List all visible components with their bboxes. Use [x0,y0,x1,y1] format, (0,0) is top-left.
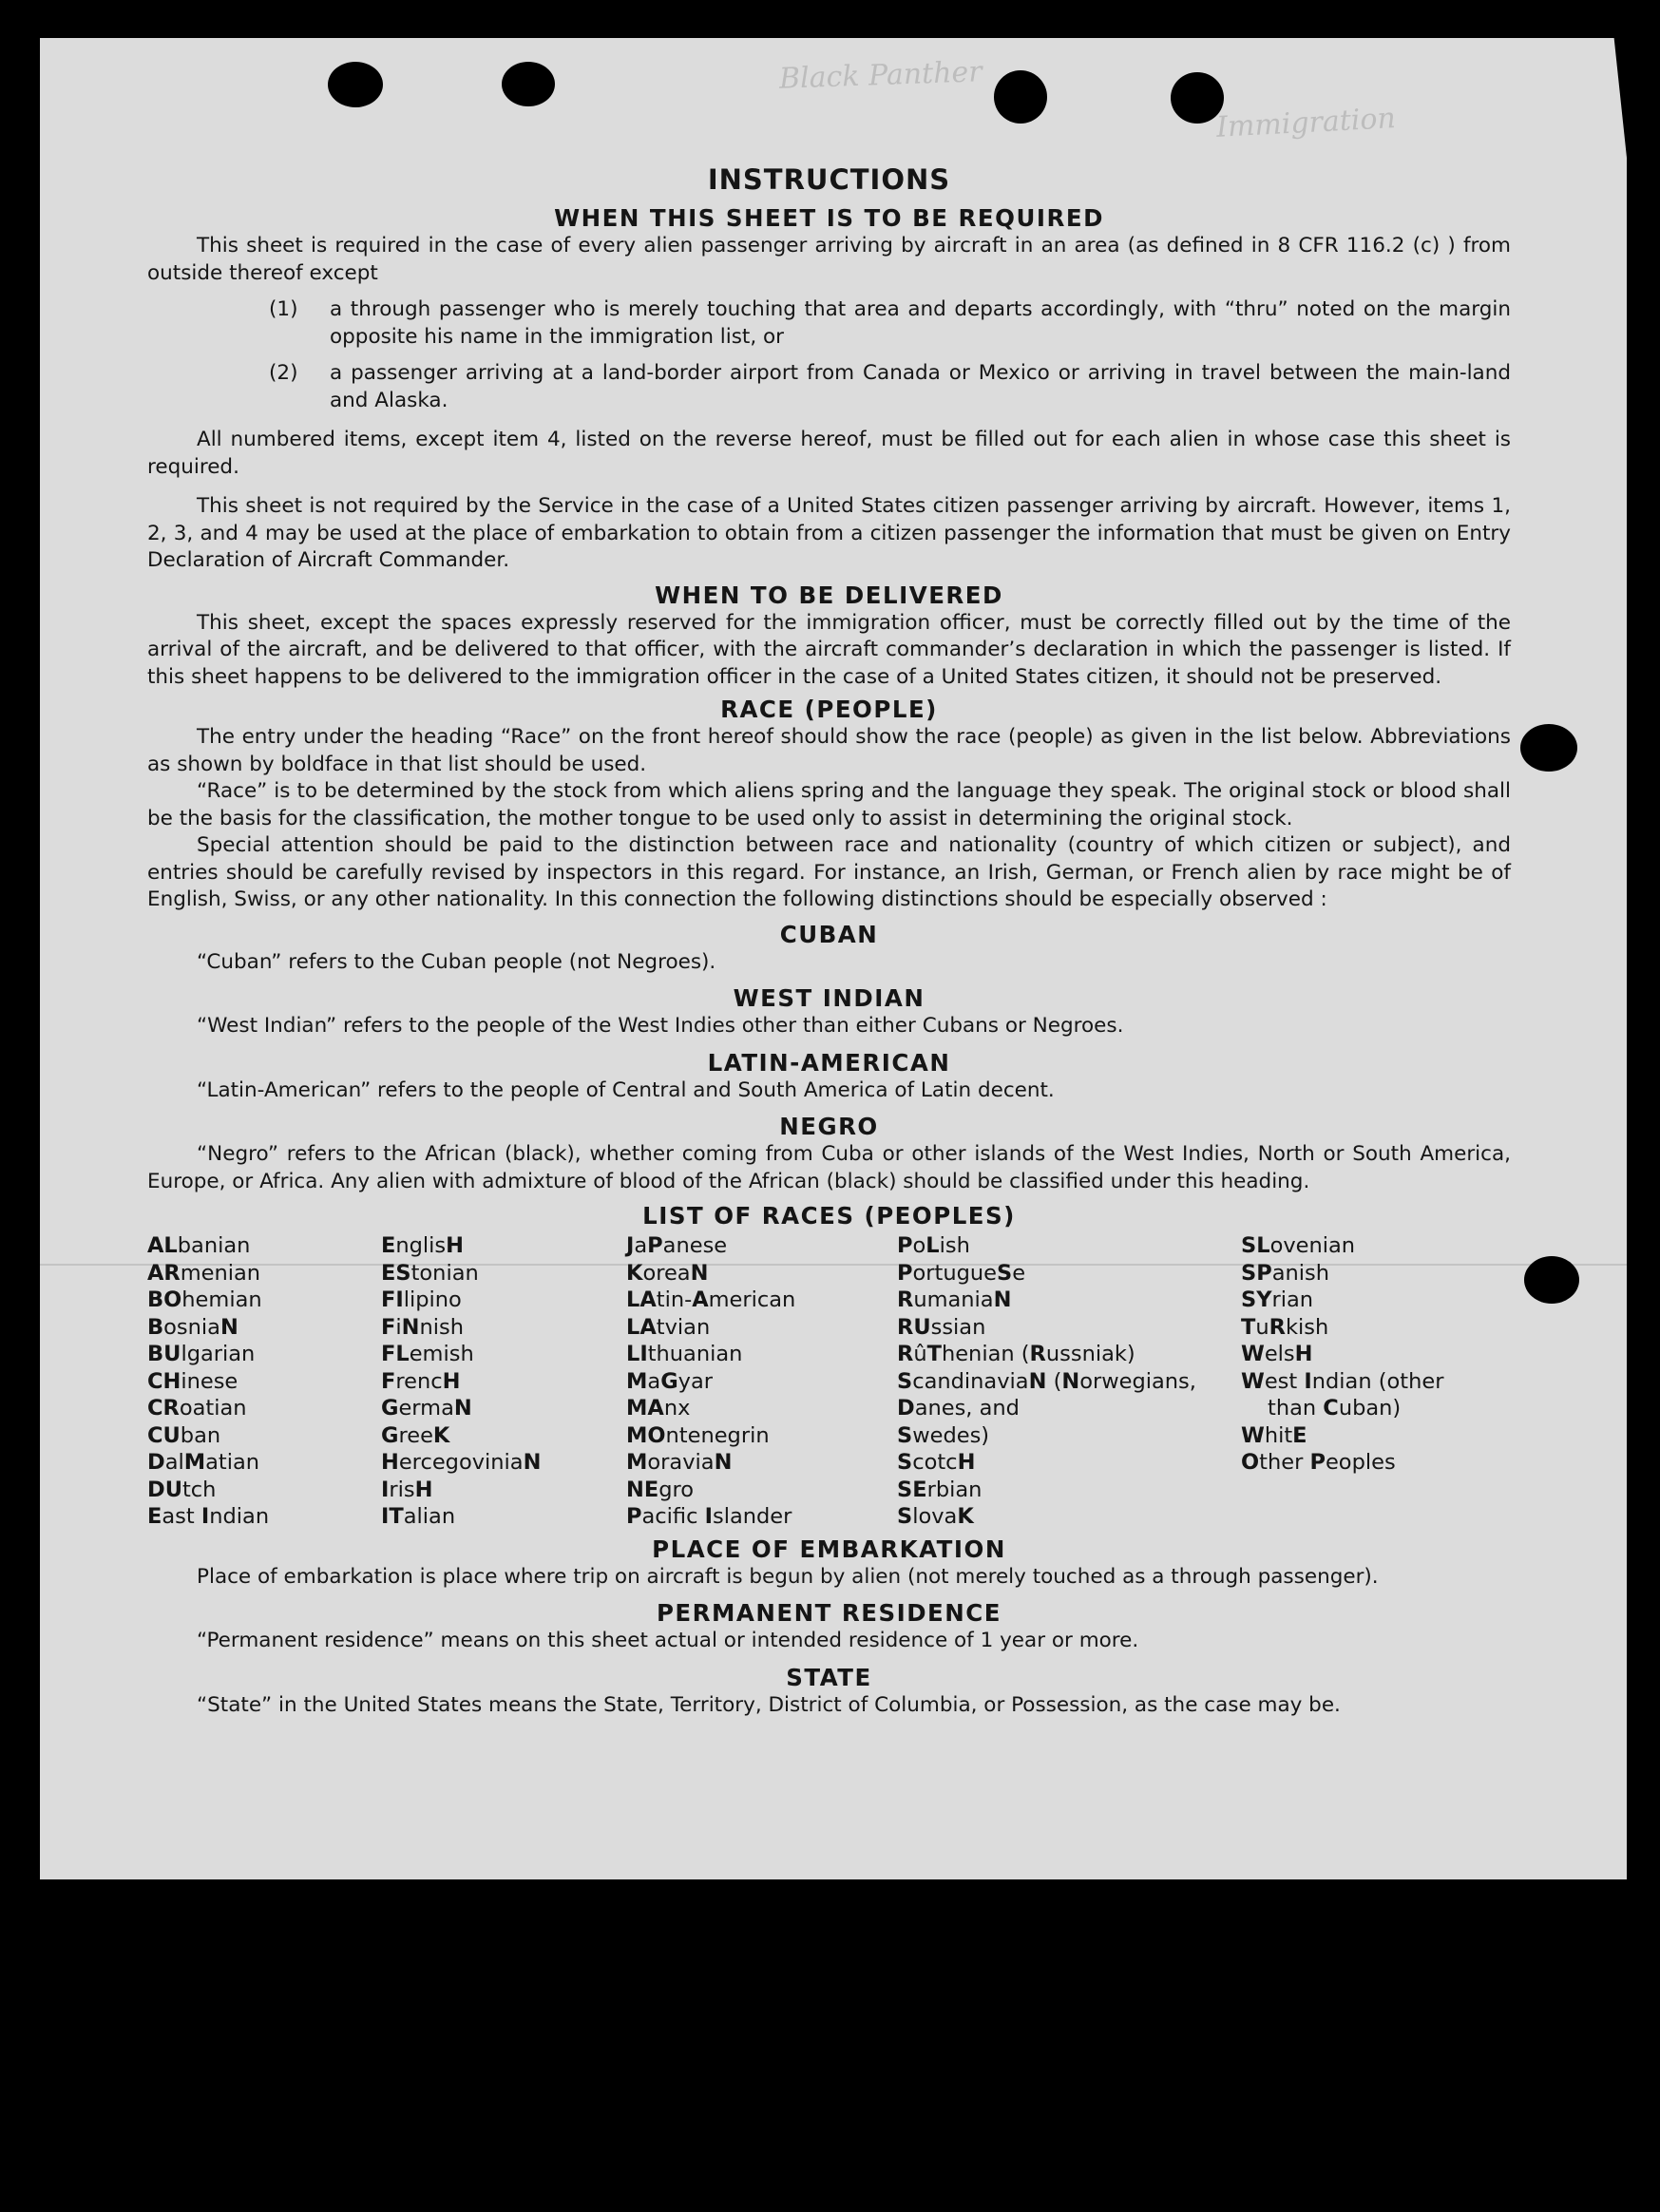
race-entry: MaGyar [626,1368,714,1394]
race-entry: IrisH [381,1477,433,1502]
races-column-2 [381,1232,626,1531]
race-entry: Pacific Islander [626,1504,792,1529]
race-entry: LIthuanian [626,1342,743,1366]
race-entry: WhitE [1241,1422,1307,1448]
race-entry: FrencH [381,1368,461,1394]
race-entry: BosniaN [147,1314,239,1340]
race-entry: FiNnish [381,1314,464,1340]
race-entry: WelsH [1241,1342,1313,1366]
punch-hole [994,70,1047,124]
race-entry: HercegoviniaN [381,1450,542,1475]
race-entry: Swedes) [897,1422,990,1448]
race-entry: West Indian (other [1241,1368,1444,1394]
citizen-paragraph: This sheet is not required by the Service in the case of a United States citizen passenger arriving by aircraft. However, items 1, 2, 3, and 4 may be used at the place of embarkation to obtain from a citizen passenger the information that must be given on Entry Declaration of Aircraft Commander. [147,494,1511,572]
heading-state: STATE [786,1663,872,1691]
handwriting-bleedthrough: Black Panther [778,55,983,96]
exception-text: a passenger arriving at a land-border airport from Canada or Mexico or arriving in travel between the main-land and Alaska. [330,361,1511,412]
punch-hole [1520,724,1577,772]
races-column-4 [897,1232,1241,1531]
heading-race: RACE (PEOPLE) [720,696,938,723]
heading-place-of-embarkation: PLACE OF EMBARKATION [652,1535,1006,1563]
heading-permanent-residence: PERMANENT RESIDENCE [656,1599,1002,1627]
race-entry: Danes, and [897,1396,1020,1421]
heading-list-of-races: LIST OF RACES (PEOPLES) [642,1202,1016,1230]
heading-negro: NEGRO [779,1113,879,1140]
race-entry: DUtch [147,1477,217,1502]
cuban-text: “Cuban” refers to the Cuban people (not Negroes). [197,949,716,974]
race-entry: KoreaN [626,1260,709,1286]
races-column-1 [147,1232,381,1531]
race-entry: MAnx [626,1396,691,1421]
race-entry: TuRkish [1241,1314,1329,1340]
race-entry: Other Peoples [1241,1450,1396,1475]
heading-latin-american: LATIN-AMERICAN [707,1048,951,1077]
race-entry: JaPanese [626,1233,728,1258]
latin-american-text: “Latin-American” refers to the people of Central and South America of Latin decent. [197,1077,1055,1102]
race-entry: ARmenian [147,1260,261,1286]
race-entry: GermaN [381,1396,472,1421]
exception-item [269,296,1511,351]
state-text: “State” in the United States means the State, Territory, District of Columbia, or Possession, as the case may be. [197,1692,1341,1717]
race-entry: than Cuban) [1268,1396,1402,1421]
race-entry: ScotcH [897,1450,976,1475]
race-entry: PoLish [897,1233,970,1258]
race-entry: LAtvian [626,1314,711,1340]
race-paragraph-1: The entry under the heading “Race” on the front hereof should show the race (people) as given in the list below. Abbreviations as shown by boldface in that list should be used. [147,725,1511,776]
page-title: INSTRUCTIONS [707,163,951,196]
when-required-intro: This sheet is required in the case of every alien passenger arriving by aircraft in an area (as defined in 8 CFR 116.2 (c) ) from outside thereof except [147,234,1511,285]
race-entry: ITalian [381,1504,456,1529]
race-paragraph-2: “Race” is to be determined by the stock from which aliens spring and the language they speak. The original stock or blood shall be the basis for the classification, the mother tongue to be used only to assist in determining the original stock. [147,779,1511,830]
race-entry: RumaniaN [897,1287,1012,1312]
residence-text: “Permanent residence” means on this sheet actual or intended residence of 1 year or more. [197,1629,1139,1652]
punch-hole [502,62,555,106]
negro-text: “Negro” refers to the African (black), whether coming from Cuba or other islands of the West Indies, North or South America, Europe, or Africa. Any alien with admixture of blood of the African (black) should be classified under this heading. [147,1142,1511,1193]
race-entry: RûThenian (Russniak) [897,1342,1135,1366]
heading-cuban: CUBAN [779,920,879,948]
instructions-content [147,162,1511,1719]
race-entry: East Indian [147,1504,270,1529]
heading-when-delivered: WHEN TO BE DELIVERED [655,581,1003,609]
race-entry: LAtin-American [626,1287,796,1312]
race-entry: SlovaK [897,1504,974,1529]
race-entry: FLemish [381,1342,474,1366]
race-entry: CHinese [147,1368,239,1394]
race-entry: BOhemian [147,1287,262,1312]
race-entry: DalMatian [147,1450,260,1475]
handwriting-bleedthrough: Immigration [1215,102,1397,144]
when-delivered-text: This sheet, except the spaces expressly reserved for the immigration officer, must be correctly filled out by the time of the arrival of the aircraft, and be delivered to that officer, with the aircraft commander’s declaration in which the passenger is listed. If this sheet happens to be delivered to the immigration officer in the case of a United States citizen, it should not be preserved. [147,610,1511,689]
races-column-5 [1241,1232,1479,1531]
race-entry: EnglisH [381,1233,464,1258]
races-column-3 [626,1232,897,1531]
exception-text: a through passenger who is merely touching that area and departs accordingly, with “thru” noted on the margin opposite his name in the immigration list, or [330,297,1511,349]
race-entry: SLovenian [1241,1233,1356,1258]
races-list [147,1232,1511,1531]
punch-hole [1524,1256,1579,1304]
race-entry: MoraviaN [626,1450,733,1475]
heading-when-required: WHEN THIS SHEET IS TO BE REQUIRED [554,204,1104,232]
numbered-items-paragraph: All numbered items, except item 4, listed on the reverse hereof, must be filled out for each alien in whose case this sheet is required. [147,428,1511,479]
race-entry: GreeK [381,1422,450,1448]
race-entry: PortugueSe [897,1260,1026,1286]
race-entry: CRoatian [147,1396,247,1421]
embarkation-text: Place of embarkation is place where trip on aircraft is begun by alien (not merely touched as a through passenger). [197,1564,1379,1589]
exception-number: (2) [269,361,298,385]
race-entry: MOntenegrin [626,1422,770,1448]
exception-item [269,360,1511,414]
race-entry: SErbian [897,1477,983,1502]
race-entry: ALbanian [147,1233,251,1258]
race-entry: CUban [147,1422,221,1448]
race-entry: EStonian [381,1260,479,1286]
race-entry: ScandinaviaN (Norwegians, [897,1368,1196,1394]
race-entry: SPanish [1241,1260,1330,1286]
heading-west-indian: WEST INDIAN [733,984,925,1012]
race-entry: NEgro [626,1477,695,1502]
race-entry: SYrian [1241,1287,1314,1312]
exception-number: (1) [269,297,298,321]
west-indian-text: “West Indian” refers to the people of the West Indies other than either Cubans or Negroes. [197,1014,1124,1038]
race-entry: RUssian [897,1314,986,1340]
race-entry: FIlipino [381,1287,462,1312]
race-entry: BUlgarian [147,1342,256,1366]
punch-hole [328,62,383,107]
race-paragraph-3: Special attention should be paid to the distinction between race and nationality (country of which citizen or subject), and entries should be carefully revised by inspectors in this regard. For instance, an Irish, German, or French alien by race might be of English, Swiss, or any other nationality. In this connection the following distinctions should be especially observed : [147,833,1511,911]
